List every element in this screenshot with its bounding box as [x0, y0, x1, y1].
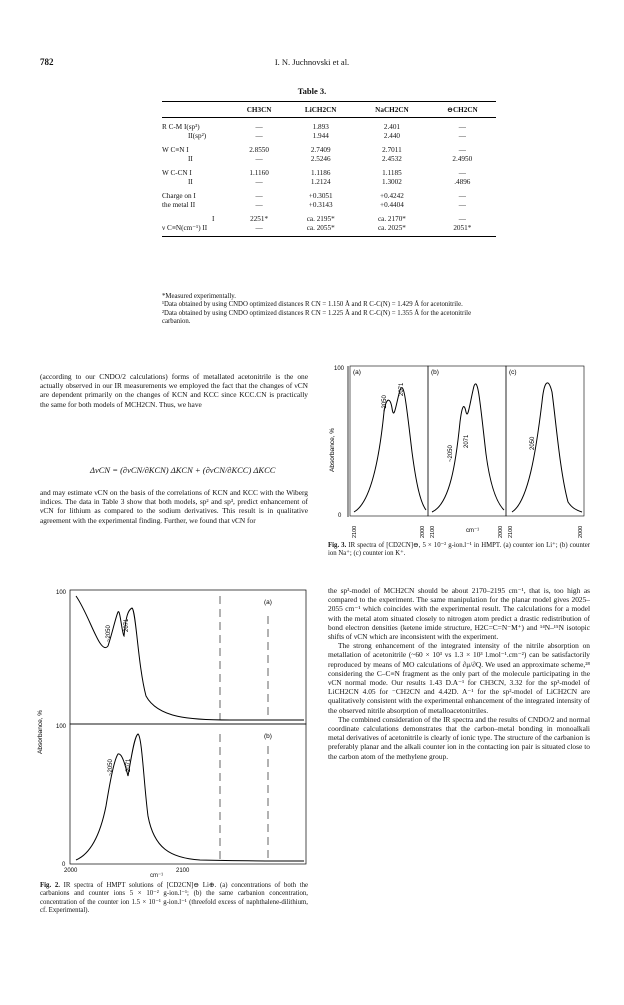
table-3	[162, 101, 496, 237]
left-column-text-top: (according to our CNDO/2 calculations) forms of metallated acetonitrile is the one actually observed in our IR measurements we employed the fact that the changes of νCN are dependent primarily on the changes of KCN and KCC since KCC.CN is practically the same for both models of MCH2CN. Thus, we have	[40, 372, 308, 409]
fig3-peak-label: 2071	[464, 434, 470, 448]
table-cell: —	[255, 178, 263, 186]
figure-3	[320, 362, 585, 540]
table-cell: 2.4532	[382, 155, 402, 163]
fig2-ybottom-label: 0	[62, 862, 66, 868]
table-note: ²Data obtained by using CNDO optimized distances R CN = 1.225 Å and R C-C(N) = 1.355 Å for the acetonitrile carbanion.	[162, 309, 472, 326]
fig2-unit: cm⁻¹	[150, 873, 164, 879]
fig3-spectrum-a	[354, 388, 426, 512]
table-row	[162, 132, 496, 141]
figure-3-caption	[328, 542, 590, 559]
fig3-ybottom-label: 0	[338, 513, 342, 519]
table-cell: 1.1186	[310, 169, 331, 177]
table-notes	[162, 293, 496, 327]
table-cell: 1.3002	[382, 178, 402, 186]
table-cell: the metal II	[162, 201, 196, 209]
figure-2	[30, 586, 310, 872]
table-row	[162, 118, 496, 133]
fig2-ytop-label: 100	[56, 590, 67, 596]
table-cell: W C≡N I	[162, 146, 189, 154]
table-cell: —	[255, 155, 263, 163]
right-column-text	[328, 586, 590, 761]
table-cell: +0.4242	[380, 192, 404, 200]
table-cell: +0.3143	[308, 201, 333, 209]
fig2-xtick: 2000	[64, 868, 78, 872]
caption-label: Fig. 3.	[328, 542, 347, 549]
table-cell: 2.440	[383, 132, 401, 140]
table-cell: II	[188, 178, 193, 186]
fig3-panel-label: (a)	[353, 369, 361, 376]
table-cell: 2.5246	[310, 155, 331, 163]
table-row	[162, 155, 496, 164]
table-cell: .4896	[454, 178, 471, 186]
table-row	[162, 210, 496, 224]
table-cell: 2.8550	[249, 146, 269, 154]
fig3-ylabel: Absorbance, %	[329, 427, 336, 472]
table-cell: I	[212, 215, 215, 223]
table-note: *Measured experimentally.	[162, 293, 236, 300]
fig3-xtick: 2000	[498, 525, 504, 538]
table-row	[162, 224, 496, 237]
running-head: I. N. Juchnovski et al.	[274, 57, 350, 67]
fig2-peak-label: 2071	[124, 618, 130, 632]
table-title: Table 3.	[297, 86, 327, 96]
table-cell: ca. 2170*	[377, 215, 406, 223]
table-cell: ca. 2025*	[355, 224, 428, 237]
table-cell: —	[458, 146, 466, 154]
fig2-peak-label: 2071	[126, 758, 132, 772]
fig3-panel-label: (c)	[509, 369, 517, 376]
table-row	[162, 141, 496, 155]
table-cell: 2.7409	[310, 146, 331, 154]
fig2-peak-label: ~2050	[108, 759, 114, 776]
table-cell: +0.4404	[380, 201, 404, 209]
fig3-xtick: 2100	[430, 525, 436, 538]
table-cell: 1.1160	[249, 169, 269, 177]
table-header-cell: CH3CN	[232, 102, 286, 118]
table-cell: —	[458, 201, 466, 209]
table-cell: 1.893	[312, 123, 329, 131]
fig3-peak-label: 2050	[530, 436, 536, 450]
table-header-cell: NaCH2CN	[355, 102, 428, 118]
caption-text: IR spectra of HMPT solutions of [CD2CN]⊖ Li⊕. (a) concentrations of both the carbanions and counter ions 5 × 10⁻² g-ion.l⁻¹; (b) the same carbanion concentration, concentration of the counter ion 1.5 × 10⁻¹ g-ion.l⁻¹ (threefold excess of naphthalene-dilithium, cf. Experimental).	[40, 882, 309, 914]
fig3-peak-label: 2071	[399, 382, 405, 396]
table-cell: 1.1185	[382, 169, 402, 177]
table-header-cell	[162, 102, 232, 118]
equation: ΔνCN = (∂νCN/∂KCN) ΔKCN + (∂νCN/∂KCC) ΔKCC	[90, 465, 276, 475]
fig2-peak-label: ~2050	[106, 625, 112, 642]
paragraph: The strong enhancement of the integrated intensity of the nitrile absorption on metallation of acetonitrile (~60 × 10³ vs 1.3 × 10³ l.mol⁻¹.cm⁻²) can be satisfactorily reproduced by means of MO calculations of ∂μ/∂Q. We used an approximate scheme,²⁸ considering the C–C≡N fragment as the only part of the molecule participating in the νCN normal mode. Our results 1.43 D.A⁻¹ for CH3CN, 3.32 for the sp³-model of LiCH2CN 4.05 for ⁻CH2CN and 4.42D. A⁻¹ for the sp²-model of LiCH2CN are qualitatively consistent with the experimental enhancement of the integrated intensity of the observed nitrile absorption of metalloacetonitriles.	[328, 641, 590, 715]
table-header-row	[162, 102, 496, 118]
table-cell: 2.7011	[382, 146, 402, 154]
table-cell: ν C≡N(cm⁻¹) II	[162, 224, 232, 237]
fig2-xtick: 2100	[176, 868, 190, 872]
table-cell: II	[188, 155, 193, 163]
table-row	[162, 164, 496, 178]
paragraph: the sp³-model of MCH2CN should be about 2170–2195 cm⁻¹, that is, too high as compared to the experiment. The same manipulation for the planar model gives 2025–2055 cm⁻¹ which coincides with the experimental result. The calculations for a model with the metal atom situated closely to nitrogen atom predict a drastic redistribution of bond electron densities (ketene imide structure, H2C=C=N⁻M⁺) and ¹⁴N–¹⁵N isotopic shifts of νCN which are inconsistent with the experiment.	[328, 586, 590, 642]
caption-text: IR spectra of [CD2CN]⊖, 5 × 10⁻² g-ion.l⁻¹ in HMPT. (a) counter ion Li⁺; (b) counter ion Na⁺; (c) counter ion K⁺.	[328, 542, 591, 558]
table-cell: +0.3051	[308, 192, 333, 200]
fig3-xtick: 2000	[578, 525, 584, 538]
table-cell: ca. 2195*	[306, 215, 335, 223]
table-row	[162, 178, 496, 187]
table-cell: —	[458, 132, 466, 140]
table-cell: 2251*	[250, 215, 269, 223]
table-cell: 1.2124	[310, 178, 331, 186]
table-cell: W C-CN I	[162, 169, 192, 177]
table-cell: ca. 2055*	[286, 224, 355, 237]
fig2-ymid-label: 100	[56, 724, 67, 730]
fig3-ytop-label: 100	[334, 366, 345, 372]
table-cell: —	[458, 192, 466, 200]
fig2-panel-label: (a)	[264, 599, 272, 606]
fig3-spectrum-c	[512, 383, 582, 512]
table-cell: R C-M I(sp³)	[162, 123, 200, 131]
table-row	[162, 201, 496, 210]
table-note: ¹Data obtained by using CNDO optimized distances R CN = 1.150 Å and R C-C(N) = 1.429 Å for acetonitrile.	[162, 301, 463, 309]
table-cell: —	[255, 132, 263, 140]
figure-2-caption	[40, 882, 308, 915]
table-row	[162, 187, 496, 201]
fig3-peak-label: ~2050	[448, 445, 454, 462]
fig2-ylabel: Absorbance, %	[37, 709, 44, 754]
table-cell: —	[458, 123, 466, 131]
fig3-xtick: 2100	[508, 525, 514, 538]
fig3-xtick: 2000	[420, 525, 426, 538]
fig3-peak-label: ~2050	[382, 395, 388, 412]
table-header-cell: ⊖CH2CN	[429, 102, 496, 118]
fig3-panel-label: (b)	[431, 369, 439, 376]
paragraph: The combined consideration of the IR spectra and the results of CNDO/2 and normal coordinate calculations demonstrates that the carbon–metal bonding in monoalkali metal derivatives of acetonitrile is clearly of ionic type. The structure of the carbanion is preferably planar and the alkali counter ion in the contacting ion pair is situated close to the carbon atom of the methylene group.	[328, 714, 590, 761]
table-cell: —	[255, 192, 263, 200]
table-cell: 2.4950	[452, 155, 473, 163]
left-column-text-bottom: and may estimate νCN on the basis of the correlations of KCN and KCC with the Wiberg indices. The data in Table 3 show that both models, sp² and sp³, predict enhancement of νCN for lithium as compared to the sodium derivatives. This result is in qualitative agreement with the experimental finding. Further, we found that νCN for	[40, 488, 308, 525]
table-cell: Charge on I	[162, 192, 196, 200]
table-header-cell: LiCH2CN	[286, 102, 355, 118]
table-cell: —	[232, 224, 286, 237]
page-number: 782	[40, 57, 54, 67]
table-cell: —	[255, 123, 263, 131]
fig2-panel-label: (b)	[264, 733, 272, 740]
table-cell: 2051*	[429, 224, 496, 237]
fig2-spectrum-b	[76, 734, 304, 861]
table-cell: —	[458, 215, 466, 223]
table-cell: —	[458, 169, 466, 177]
fig2-spectrum-a	[76, 596, 304, 720]
table-cell: II(sp²)	[188, 132, 207, 140]
caption-label: Fig. 2.	[40, 882, 60, 889]
table-cell: 1.944	[312, 132, 329, 140]
table-cell: 2.401	[383, 123, 401, 131]
table-cell: —	[255, 201, 263, 209]
fig3-xtick: 2100	[352, 525, 358, 538]
fig3-unit: cm⁻¹	[466, 528, 480, 534]
